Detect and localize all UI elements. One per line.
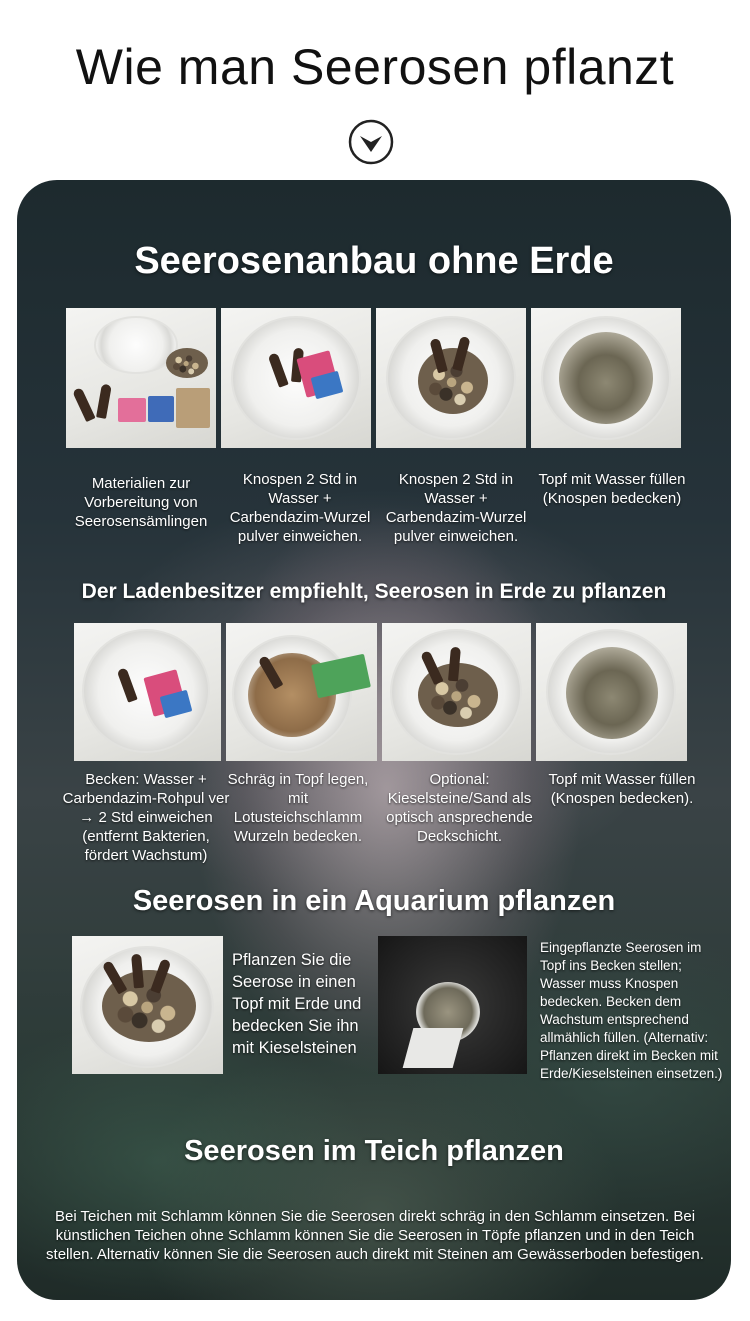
aquarium-step-text: Pflanzen Sie die Seerose in einen Topf mit Erde und bedecken Sie ihn mit Kieselsteinen: [232, 951, 362, 1057]
photo-pebble-layer: [382, 623, 531, 761]
photo-fill-water: [531, 308, 681, 448]
chevron-down-circle-icon[interactable]: [348, 119, 394, 165]
photo-materials: [66, 308, 216, 448]
photo-soak-buds-2: [376, 308, 526, 448]
photo-basin-soak: [74, 623, 221, 761]
caption-basin-soak: Becken: Wasser + Carbendazim-Rohpul ver → 2 Std einweichen (entfernt Bakterien, fördert Wachstum): [62, 771, 230, 864]
section-title-soilless: Seerosenanbau ohne Erde: [134, 240, 614, 282]
caption-soak-buds-1: Knospen 2 Std in Wasser + Carbendazim-Wurzel pulver einweichen.: [229, 471, 371, 545]
section-title-soil: Der Ladenbesitzer empfiehlt, Seerosen in Erde zu pflanzen: [81, 580, 667, 603]
caption-soak-buds-2: Knospen 2 Std in Wasser + Carbendazim-Wurzel pulver einweichen.: [385, 471, 527, 545]
photo-lay-in-pot: [226, 623, 377, 761]
page-title: Wie man Seerosen pflanzt: [75, 39, 675, 95]
photo-aquarium-pot: [72, 936, 223, 1074]
caption-materials: Materialien zur Vorbereitung von Seerosensämlingen: [74, 475, 208, 530]
aquarium-placement-text: Eingepflanzte Seerosen im Topf ins Becken stellen; Wasser muss Knospen bedecken. Becken dem Wachstum entsprechend allmählich füllen. (Alternativ: Pflanzen direkt im Becken mit Erde/Kieselsteinen einsetzen.): [540, 940, 723, 1081]
section-title-pond: Seerosen im Teich pflanzen: [184, 1135, 564, 1167]
photo-soak-buds-1: [221, 308, 371, 448]
instruction-panel: [17, 180, 731, 1300]
caption-pebble-layer: Optional: Kieselsteine/Sand als optisch ansprechende Deckschicht.: [386, 771, 533, 845]
pond-instructions-text: Bei Teichen mit Schlamm können Sie die Seerosen direkt schräg in den Schlamm einsetzen. Bei künstlichen Teichen ohne Schlamm können Sie die Seerosen in Töpfe pflanzen und in den Teich stellen. Alternativ können Sie die Seerosen auch direkt mit Steinen am Gewässerboden befestigen.: [46, 1208, 704, 1263]
caption-fill-water-2: Topf mit Wasser füllen (Knospen bedecken).: [548, 771, 696, 807]
photo-fill-water-2: [536, 623, 687, 761]
caption-lay-in-pot: Schräg in Topf legen, mit Lotusteichschlamm Wurzeln bedecken.: [227, 771, 369, 845]
section-title-aquarium: Seerosen in ein Aquarium pflanzen: [132, 885, 616, 917]
photo-aquarium-tank: [378, 936, 527, 1074]
caption-fill-water: Topf mit Wasser füllen (Knospen bedecken): [538, 471, 686, 507]
